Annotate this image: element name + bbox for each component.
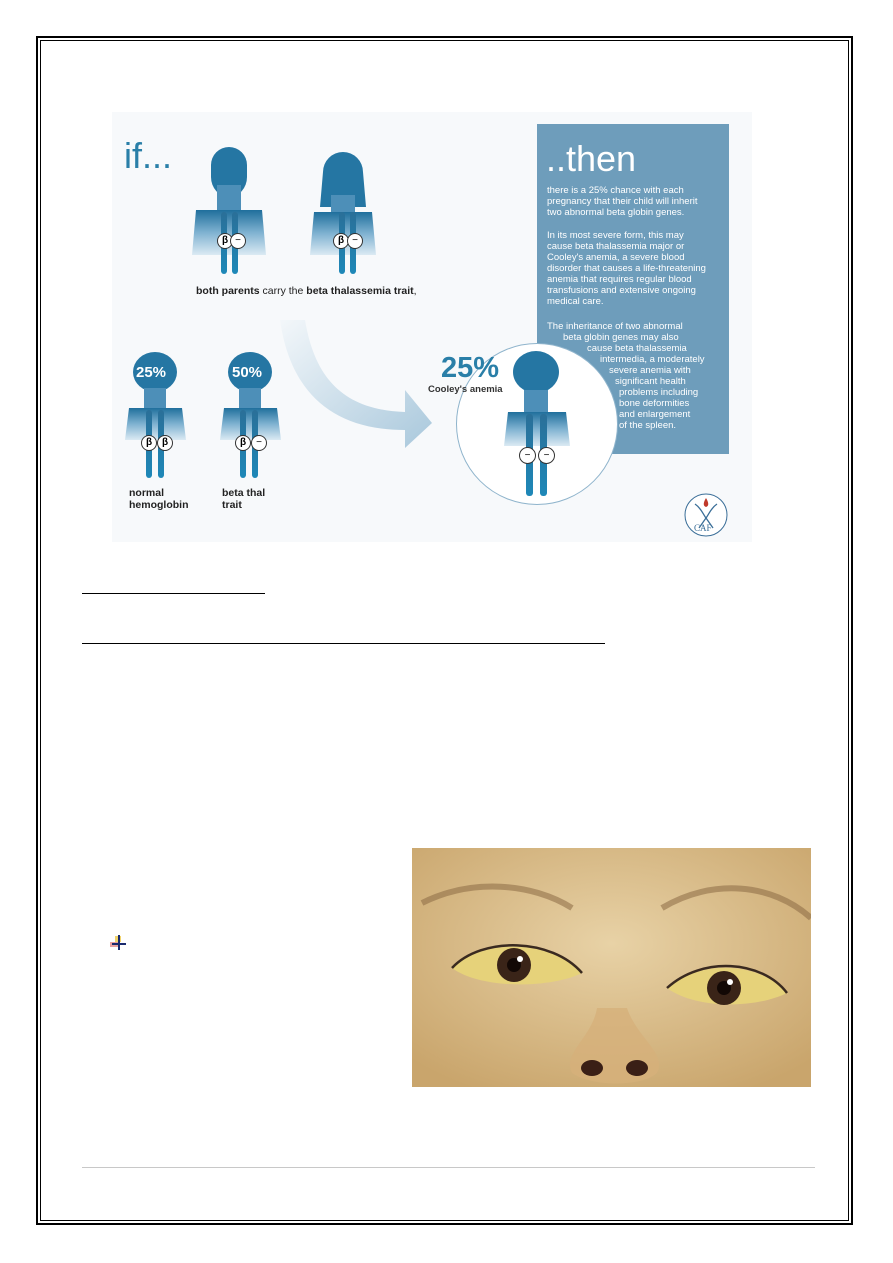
parents-caption-mid: carry the <box>259 285 307 297</box>
child-trait-gene-beta: β <box>235 435 251 451</box>
bullet-marker-icon <box>110 934 128 952</box>
child-normal-label-line-1: normal <box>129 487 165 499</box>
child-normal-percent: 25% <box>136 364 167 381</box>
parents-caption-end: , <box>413 285 417 297</box>
then-p1-line-2: pregnancy that their child will inherit <box>547 196 698 207</box>
child-trait-label-line-1: beta thal <box>222 487 266 499</box>
then-p2-line-5: anemia that requires regular blood <box>547 274 692 285</box>
then-p3-line-8: bone deformities <box>619 398 690 409</box>
father-gene-beta: β <box>217 233 233 249</box>
underline-heading-1 <box>82 593 265 594</box>
child-trait-percent: 50% <box>232 364 263 381</box>
then-p3-line-3: cause beta thalassemia <box>587 343 687 354</box>
mother-gene-beta: β <box>333 233 349 249</box>
then-p1-line-3: two abnormal beta globin genes. <box>547 207 685 218</box>
child-affected-gene-2: − <box>538 447 555 464</box>
then-p3-line-2: beta globin genes may also <box>563 332 679 343</box>
child-normal-gene-2: β <box>157 435 173 451</box>
then-p1-line-1: there is a 25% chance with each <box>547 185 684 196</box>
then-p2-line-7: medical care. <box>547 296 604 307</box>
parents-caption-bold-1: both parents <box>196 285 260 297</box>
eyes-illustration <box>412 848 811 1087</box>
then-p3-line-6: significant health <box>615 376 686 387</box>
child-trait-gene-minus: − <box>251 435 267 451</box>
mother-gene-minus: − <box>347 233 363 249</box>
then-p3-line-10: of the spleen. <box>619 420 677 431</box>
child-normal-label <box>129 487 189 511</box>
child-trait-label <box>222 487 265 511</box>
then-paragraph-2 <box>547 230 725 307</box>
then-p3-line-1: The inheritance of two abnormal <box>547 321 683 332</box>
then-paragraph-3 <box>547 321 725 431</box>
then-paragraph-1 <box>547 185 725 218</box>
father-gene-minus: − <box>230 233 246 249</box>
child-normal-label-line-2: hemoglobin <box>129 499 189 511</box>
then-p3-line-9: and enlargement <box>619 409 691 420</box>
affected-percent: 25% <box>441 352 500 384</box>
if-heading: if... <box>124 135 173 176</box>
affected-label: Cooley's anemia <box>428 384 503 395</box>
then-p3-line-7: problems including <box>619 387 699 398</box>
footer-divider <box>82 1167 815 1168</box>
jaundiced-eyes-photo <box>412 848 811 1087</box>
parents-caption <box>196 285 417 297</box>
then-p2-line-6: transfusions and extensive ongoing <box>547 285 696 296</box>
parents-caption-bold-2: beta thalassemia trait <box>306 285 414 297</box>
child-normal-gene-1: β <box>141 435 157 451</box>
child-trait-label-line-2: trait <box>222 499 242 511</box>
then-p2-line-1: In its most severe form, this may <box>547 230 684 241</box>
then-p2-line-4: disorder that causes a life-threatening <box>547 263 706 274</box>
underline-heading-2 <box>82 643 605 644</box>
then-p3-line-5: severe anemia with <box>609 365 691 376</box>
caf-logo-text: CAF <box>694 523 712 533</box>
then-p2-line-3: Cooley's anemia, a severe blood <box>547 252 685 263</box>
then-p2-line-2: cause beta thalassemia major or <box>547 241 685 252</box>
child-affected-gene-1: − <box>519 447 536 464</box>
then-heading: ..then <box>546 138 637 179</box>
then-p3-line-4: intermedia, a moderately <box>600 354 705 365</box>
